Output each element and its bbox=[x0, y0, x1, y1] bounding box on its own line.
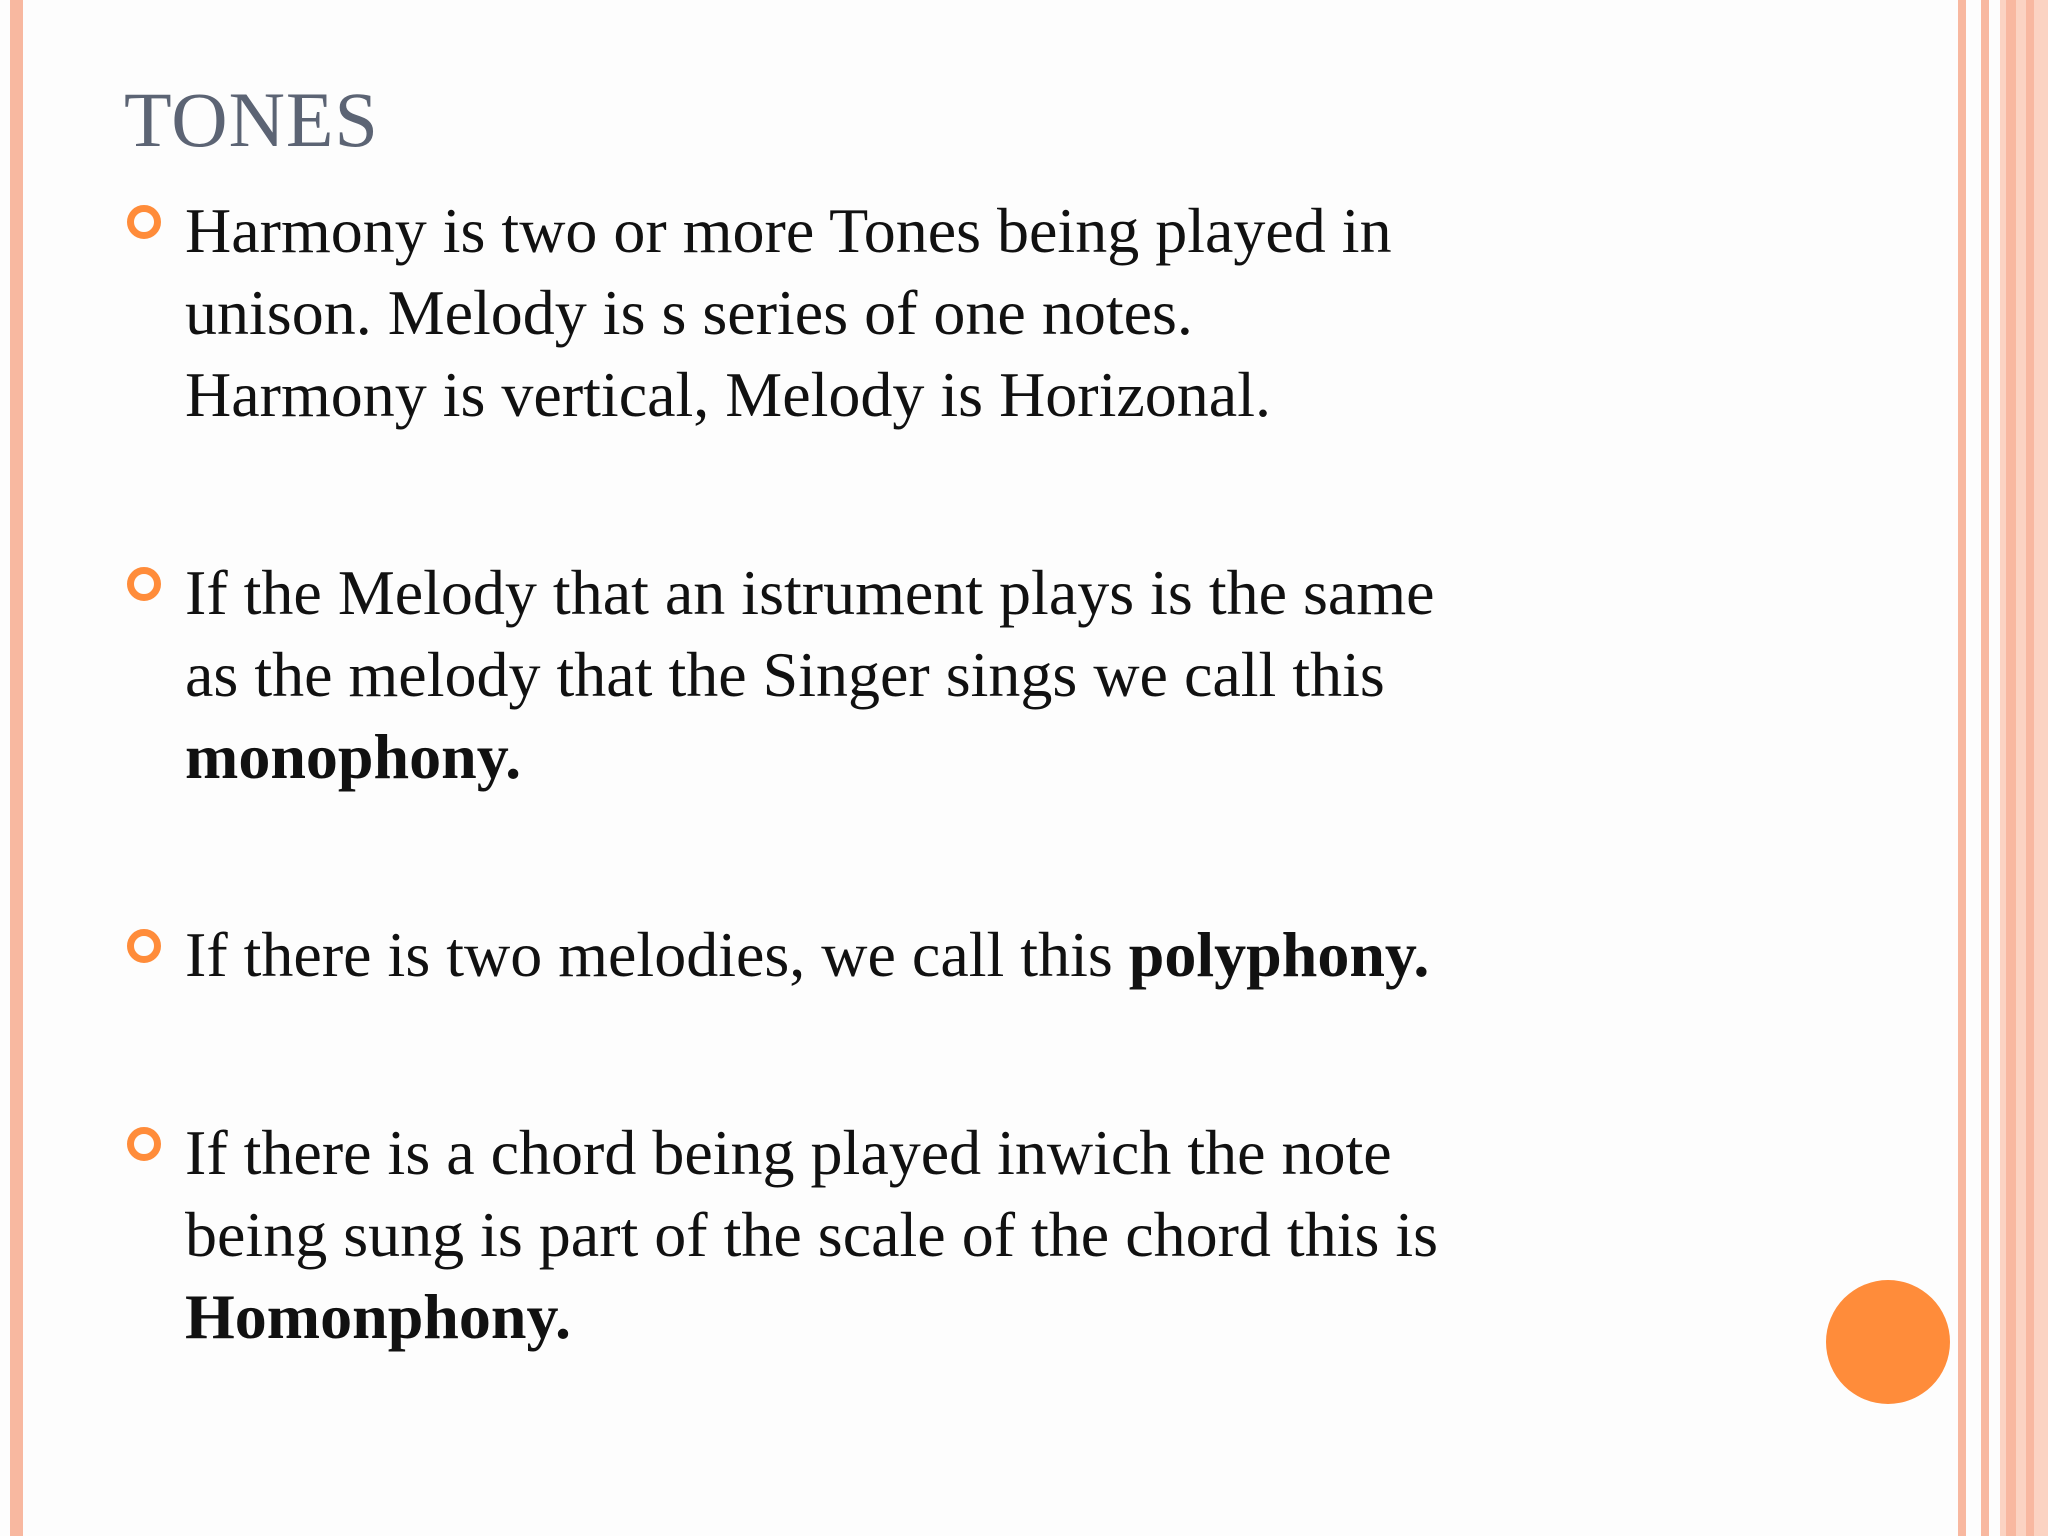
right-border-stripe bbox=[2006, 0, 2016, 1536]
bullet-term-homonphony: Homonphony. bbox=[185, 1281, 571, 1352]
right-border-stripe bbox=[1958, 0, 1966, 1536]
bullet-text-line: If the Melody that an istrument plays is the same bbox=[185, 557, 1435, 628]
circle-bullet-icon bbox=[127, 205, 161, 239]
bullet-item-monophony bbox=[125, 552, 1825, 798]
circle-bullet-icon bbox=[127, 929, 161, 963]
bullet-text-line: being sung is part of the scale of the chord this is bbox=[185, 1199, 1439, 1270]
circle-bullet-icon bbox=[127, 1127, 161, 1161]
bullet-term-polyphony: polyphony. bbox=[1128, 919, 1430, 990]
right-border-stripe bbox=[2026, 0, 2034, 1536]
orange-circle-icon bbox=[1826, 1280, 1950, 1404]
slide-title: TONES bbox=[124, 76, 379, 163]
bullet-list bbox=[125, 190, 1825, 1358]
circle-bullet-icon bbox=[127, 567, 161, 601]
left-border-stripe bbox=[10, 0, 23, 1536]
bullet-text: If there is two melodies, we call this bbox=[185, 919, 1129, 990]
bullet-text-line bbox=[185, 914, 1825, 996]
bullet-term-monophony: monophony. bbox=[185, 721, 522, 792]
bullet-item-homophony bbox=[125, 1112, 1825, 1358]
bullet-item-polyphony bbox=[125, 914, 1825, 996]
bullet-text-line: as the melody that the Singer sings we call this bbox=[185, 639, 1385, 710]
right-border-stripe bbox=[1981, 0, 1989, 1536]
bullet-item-harmony bbox=[125, 190, 1825, 436]
bullet-text-line: Harmony is vertical, Melody is Horizonal. bbox=[185, 359, 1271, 430]
bullet-text-line: Harmony is two or more Tones being played in bbox=[185, 195, 1392, 266]
bullet-text-line: If there is a chord being played inwich the note bbox=[185, 1117, 1392, 1188]
bullet-text-line: unison. Melody is s series of one notes. bbox=[185, 277, 1193, 348]
